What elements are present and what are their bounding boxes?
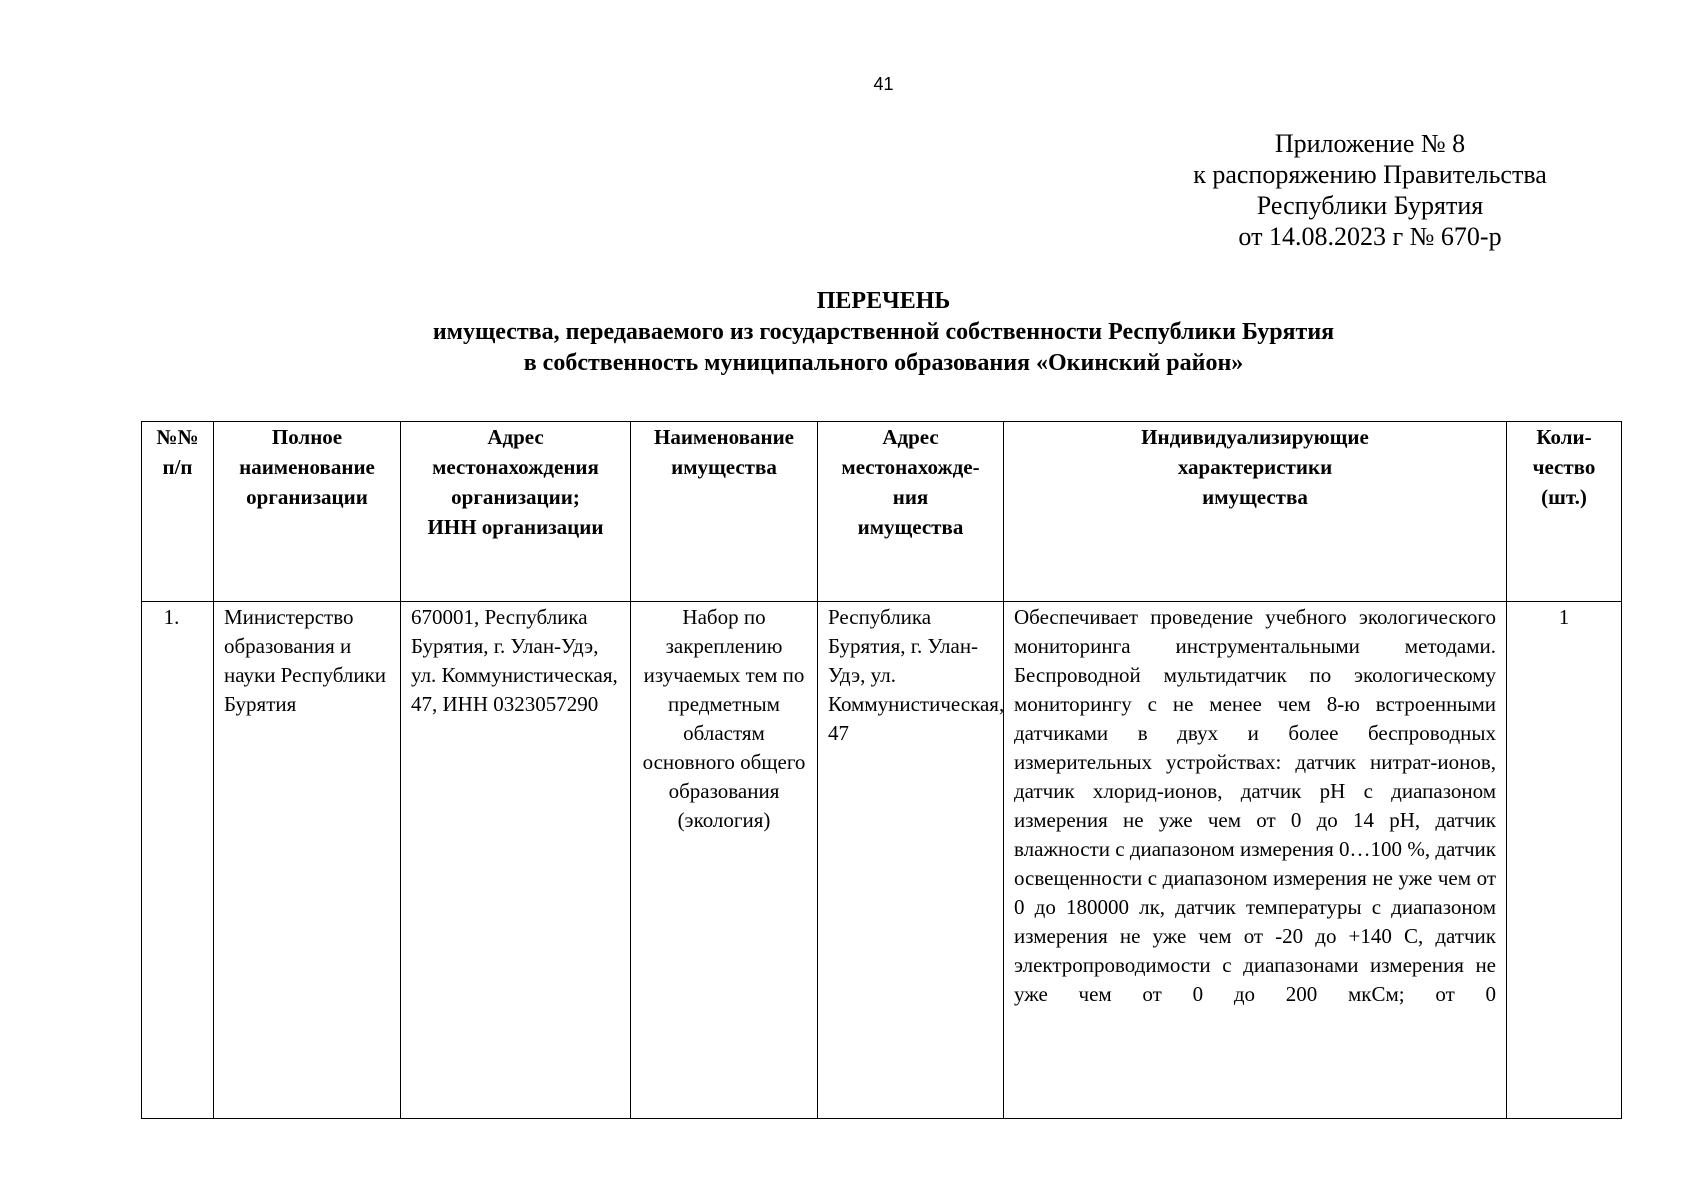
row-organization: Министерство образования и науки Республики Бурятия bbox=[214, 602, 401, 1119]
header-property-name: Наименование имущества bbox=[631, 422, 818, 602]
row-quantity: 1 bbox=[1507, 602, 1622, 1119]
row-property-address: Республика Бурятия, г. Улан-Удэ, ул. Коммунистическая, 47 bbox=[818, 602, 1004, 1119]
appendix-reference bbox=[1160, 128, 1580, 252]
row-number: 1. bbox=[142, 602, 214, 1119]
table-row bbox=[142, 602, 1622, 1119]
header-characteristics: Индивидуализирующие характеристики имущества bbox=[1004, 422, 1507, 602]
title-line-2: в собственность муниципального образования «Окинский район» bbox=[523, 350, 1244, 376]
header-property-address: Адрес местонахожде- ния имущества bbox=[818, 422, 1004, 602]
property-table bbox=[141, 421, 1622, 1119]
appendix-line-2: к распоряжению Правительства bbox=[1193, 160, 1547, 189]
appendix-line-3: Республики Бурятия bbox=[1256, 191, 1484, 220]
header-org-address: Адрес местонахождения организации; ИНН организации bbox=[401, 422, 631, 602]
row-characteristics: Обеспечивает проведение учебного экологического мониторинга инструментальными методами. Беспроводной мультидатчик по экологическому мониторингу с не менее чем 8-ю встроенными датчиками в двух и более беспроводных измерительных устройствах: датчик нитрат-ионов, датчик хлорид-ионов, датчик pH с диапазоном измерения не уже чем от 0 до 14 pH, датчик влажности с диапазоном измерения 0…100 %, датчик освещенности с диапазоном измерения не уже чем от 0 до 180000 лк, датчик температуры с диапазоном измерения не уже чем от -20 до +140 С, датчик электропроводимости с диапазонами измерения не уже чем от 0 до 200 мкСм; от 0 bbox=[1004, 602, 1507, 1119]
row-org-address: 670001, Республика Бурятия, г. Улан-Удэ, ул. Коммунистическая, 47, ИНН 0323057290 bbox=[401, 602, 631, 1119]
appendix-line-1: Приложение № 8 bbox=[1274, 129, 1466, 158]
header-quantity: Коли- чество (шт.) bbox=[1507, 422, 1622, 602]
document-title bbox=[0, 286, 1698, 379]
row-property-name: Набор по закреплению изучаемых тем по предметным областям основного общего образования (экология) bbox=[631, 602, 818, 1119]
appendix-line-4: от 14.08.2023 г № 670-р bbox=[1238, 222, 1502, 251]
title-heading: ПЕРЕЧЕНЬ bbox=[816, 288, 951, 314]
header-number: №№ п/п bbox=[142, 422, 214, 602]
page-number: 41 bbox=[873, 74, 894, 94]
table-header-row bbox=[142, 422, 1622, 602]
header-organization: Полное наименование организации bbox=[214, 422, 401, 602]
title-line-1: имущества, передаваемого из государственной собственности Республики Бурятия bbox=[432, 319, 1335, 345]
